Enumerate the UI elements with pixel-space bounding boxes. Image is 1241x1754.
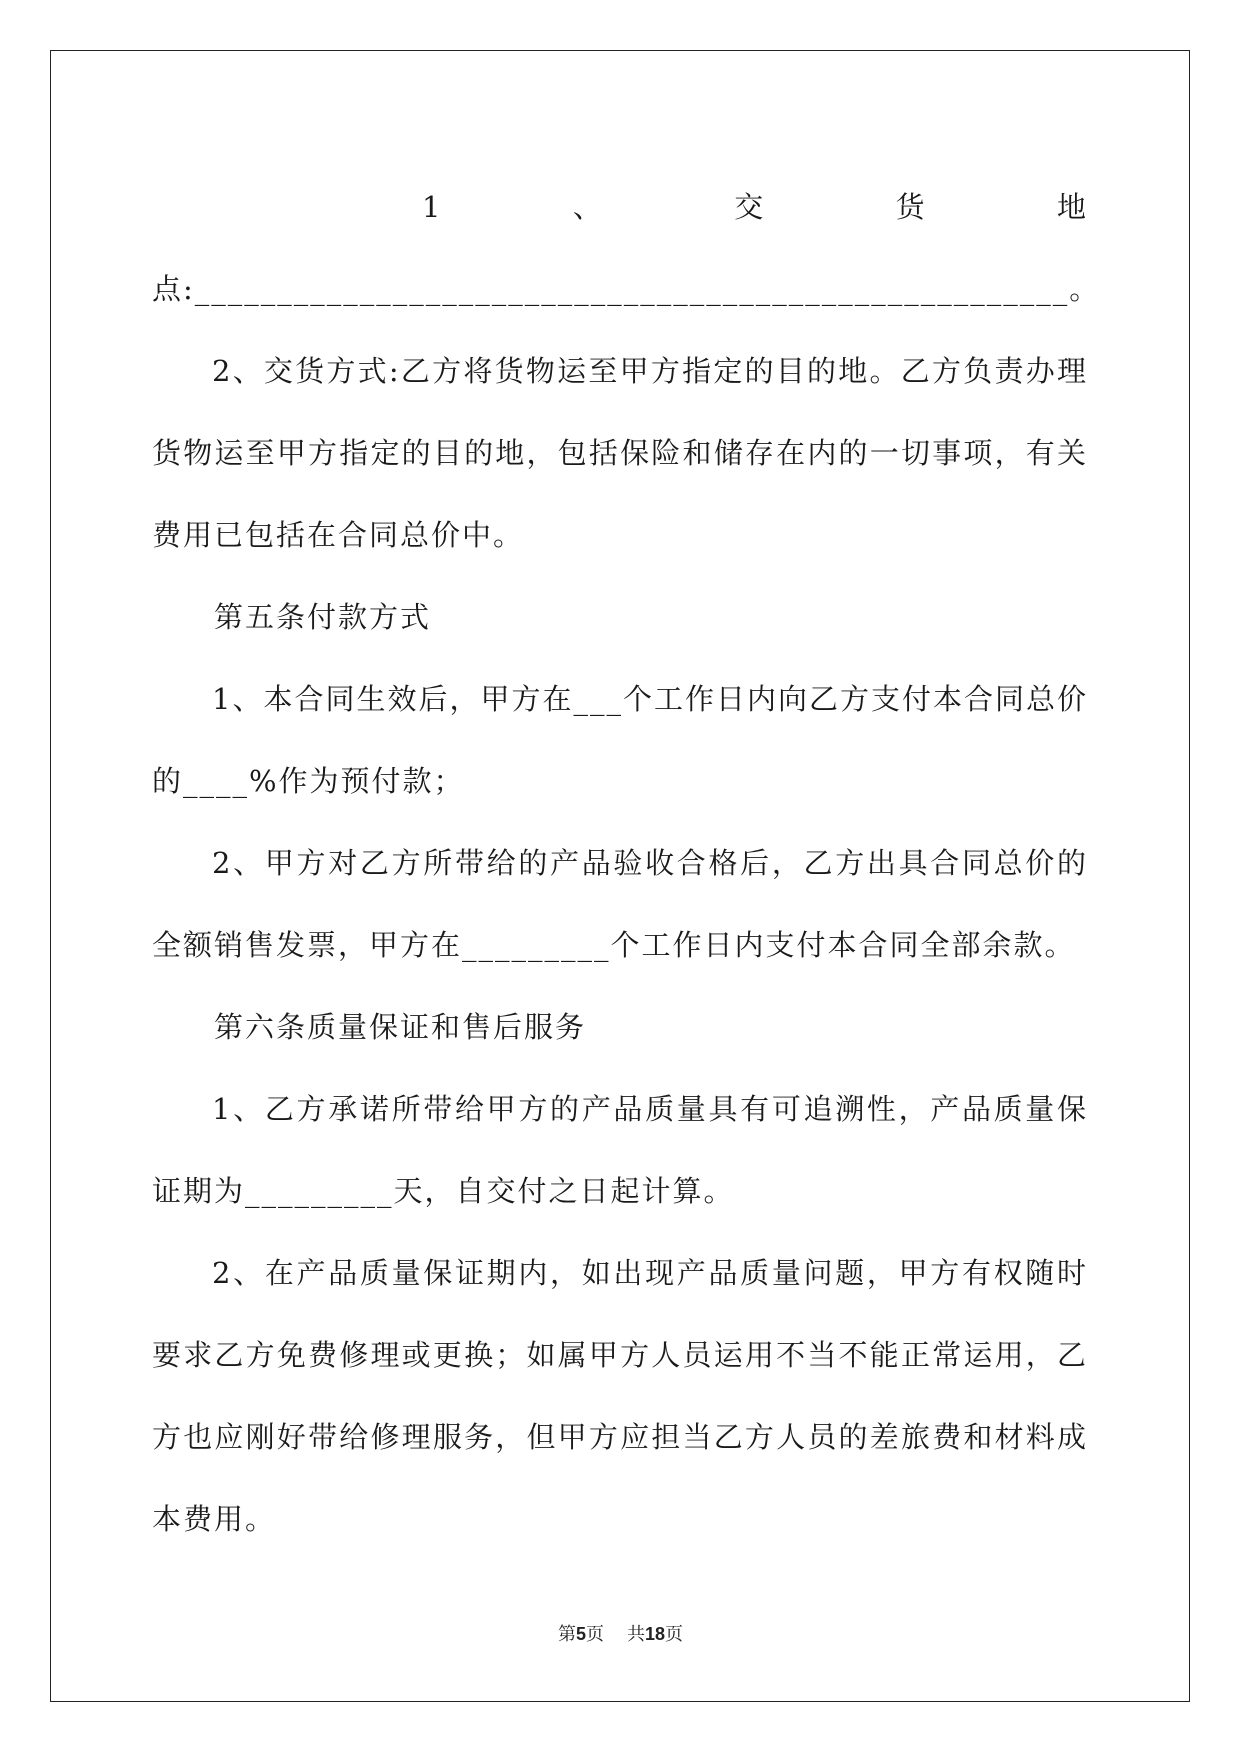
section-heading-6: 第六条质量保证和售后服务: [214, 1010, 587, 1044]
section-heading-5: 第五条付款方式: [214, 600, 432, 634]
spread-char: 、: [572, 190, 604, 224]
footer-page-mid: 页: [586, 1624, 605, 1645]
paragraph-delivery-method: 2、交货方式:乙方将货物运至甲方指定的目的地。乙方负责办理货物运至甲方指定的目的地，包括保险和储存在内的一切事项，有关费用已包括在合同总价中。: [152, 354, 1088, 552]
footer-page-prefix: 第: [558, 1624, 577, 1645]
page-footer: [0, 1620, 1241, 1646]
paragraph-advance-payment: 1、本合同生效后，甲方在___个工作日内向乙方支付本合同总价的____%作为预付款；: [152, 682, 1088, 798]
spread-line: [152, 166, 1088, 248]
footer-total-prefix: 共: [626, 1624, 645, 1645]
document-body: [152, 166, 1101, 1560]
spread-char: 1: [422, 190, 443, 224]
paragraph-warranty-service: 2、在产品质量保证期内，如出现产品质量问题，甲方有权随时要求乙方免费修理或更换；如属甲方人员运用不当不能正常运用，乙方也应刚好带给修理服务，但甲方应担当乙方人员的差旅费和材料成本费用。: [152, 1256, 1088, 1536]
footer-total-number: 18: [644, 1624, 665, 1644]
footer-total-suffix: 页: [664, 1624, 683, 1645]
spread-char: 交: [734, 190, 766, 224]
spread-char: 地: [1056, 190, 1088, 224]
paragraph-final-payment: 2、甲方对乙方所带给的产品验收合格后，乙方出具合同总价的全额销售发票，甲方在_________个工作日内支付本合同全部余款。: [152, 846, 1088, 962]
paragraph-delivery-place: 点:_____________________________________________________。: [152, 272, 1101, 306]
footer-page-number: 5: [576, 1624, 587, 1644]
spread-char: 货: [895, 190, 927, 224]
paragraph-warranty-period: 1、乙方承诺所带给甲方的产品质量具有可追溯性，产品质量保证期为_________天，自交付之日起计算。: [152, 1092, 1088, 1208]
